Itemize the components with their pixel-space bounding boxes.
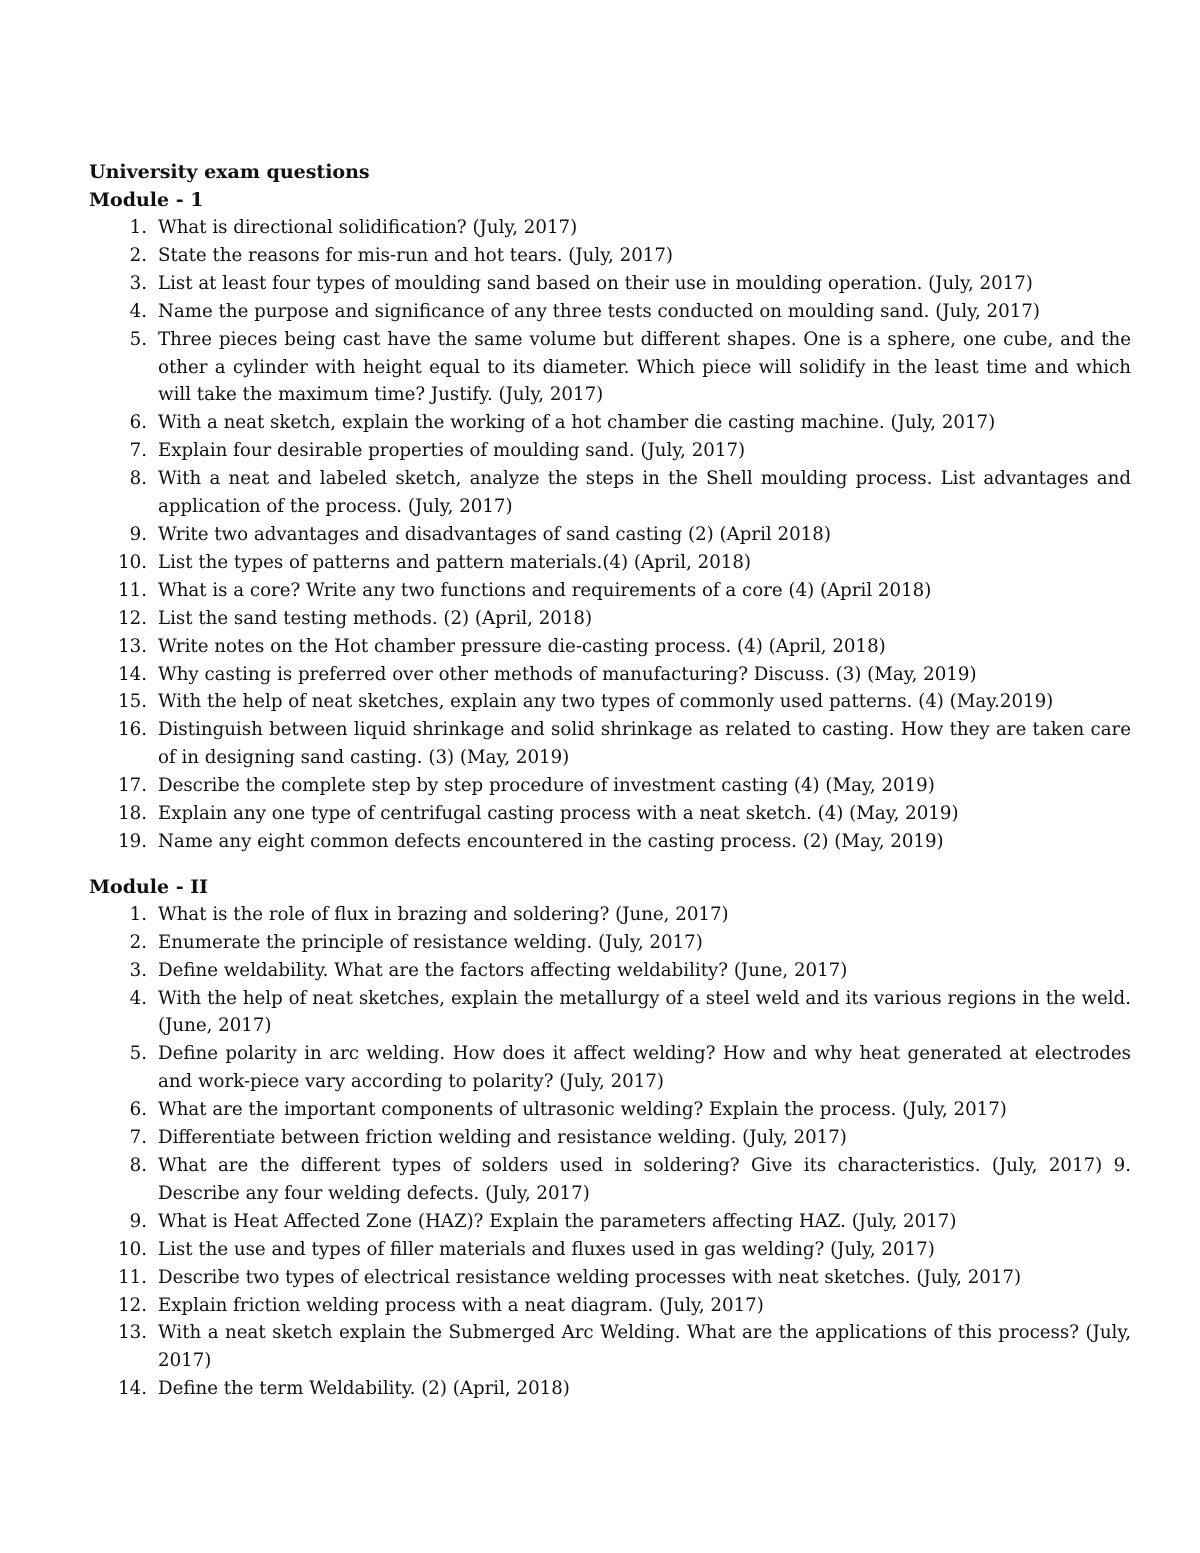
question-number: 12.: [118, 1294, 147, 1316]
question-number: 3.: [129, 272, 147, 294]
module-1-question-list: [89, 214, 1131, 856]
question-number: 11.: [118, 1266, 147, 1288]
question-item: [89, 1375, 1131, 1403]
question-item: [89, 298, 1131, 326]
question-number: 7.: [129, 1127, 147, 1149]
question-text: What is directional solidification? (July, 2017): [158, 217, 578, 238]
question-item: [89, 437, 1131, 465]
question-text: What are the different types of solders used in soldering? Give its characteristics. (July, 2017) 9. Describe any four welding defects. (July, 2017): [158, 1155, 1131, 1204]
question-number: 10.: [118, 551, 147, 573]
question-item: [89, 661, 1131, 689]
question-item: [89, 605, 1131, 633]
question-text: With a neat sketch explain the Submerged Arc Welding. What are the applications of this process? (July, 2017): [158, 1322, 1131, 1372]
question-item: [89, 1096, 1131, 1124]
question-text: Name the purpose and significance of any three tests conducted on moulding sand. (July, 2017): [158, 300, 1040, 322]
question-item: [89, 326, 1131, 410]
question-text: Name any eight common defects encountered in the casting process. (2) (May, 2019): [158, 830, 944, 852]
document-title: University exam questions: [89, 161, 370, 183]
question-number: 1.: [129, 903, 147, 925]
question-text: List the types of patterns and pattern materials.(4) (April, 2018): [158, 551, 752, 573]
question-number: 6.: [129, 1099, 147, 1121]
question-item: [89, 1208, 1131, 1236]
document-page: [89, 158, 1131, 1403]
question-item: [89, 270, 1131, 298]
question-text: Define the term Weldability. (2) (April, 2018): [158, 1378, 570, 1400]
question-number: 9.: [129, 1210, 147, 1232]
question-item: [89, 577, 1131, 605]
question-text: What is Heat Affected Zone (HAZ)? Explain the parameters affecting HAZ. (July, 2017): [158, 1210, 957, 1232]
question-item: [89, 1152, 1131, 1208]
module-2-heading: Module - II: [89, 875, 209, 898]
question-number: 3.: [129, 959, 147, 981]
question-item: [89, 1124, 1131, 1152]
question-number: 10.: [118, 1238, 147, 1260]
question-number: 8.: [129, 468, 147, 490]
question-text: What is the role of flux in brazing and soldering? (June, 2017): [158, 903, 729, 925]
question-text: What is a core? Write any two functions and requirements of a core (4) (April 2018): [158, 579, 932, 601]
question-item: [89, 521, 1131, 549]
question-item: [89, 828, 1131, 856]
question-text: Describe the complete step by step procedure of investment casting (4) (May, 2019): [158, 775, 935, 797]
question-text: With a neat sketch, explain the working of a hot chamber die casting machine. (July, 2017): [158, 412, 996, 434]
question-item: [89, 409, 1131, 437]
question-text: Why casting is preferred over other methods of manufacturing? Discuss. (3) (May, 2019): [158, 663, 977, 685]
module-2-question-list: [89, 901, 1131, 1403]
question-number: 14.: [118, 1378, 147, 1400]
question-number: 11.: [118, 579, 147, 601]
question-item: [89, 800, 1131, 828]
question-item: [89, 688, 1131, 716]
question-number: 9.: [129, 523, 147, 545]
question-number: 1.: [129, 217, 147, 238]
question-item: [89, 985, 1131, 1041]
question-item: [89, 465, 1131, 521]
question-item: [89, 772, 1131, 800]
question-item: [89, 1292, 1131, 1320]
question-text: Write two advantages and disadvantages of sand casting (2) (April 2018): [158, 523, 831, 545]
question-number: 15.: [118, 691, 147, 713]
question-item: [89, 1040, 1131, 1096]
question-number: 5.: [129, 1043, 147, 1065]
question-number: 13.: [118, 1322, 147, 1344]
question-number: 5.: [129, 328, 147, 350]
question-number: 2.: [129, 931, 147, 953]
question-text: List at least four types of moulding sand based on their use in moulding operation. (July, 2017): [158, 272, 1033, 294]
question-text: Differentiate between friction welding and resistance welding. (July, 2017): [158, 1127, 847, 1149]
question-number: 16.: [118, 719, 147, 741]
question-item: [89, 1264, 1131, 1292]
question-text: What are the important components of ultrasonic welding? Explain the process. (July, 2017): [158, 1099, 1007, 1121]
question-item: [89, 716, 1131, 772]
question-number: 6.: [129, 412, 147, 434]
question-number: 13.: [118, 635, 147, 657]
question-text: Write notes on the Hot chamber pressure die-casting process. (4) (April, 2018): [158, 635, 886, 657]
question-item: [89, 901, 1131, 929]
module-1-heading: Module - 1: [89, 189, 204, 211]
question-text: List the sand testing methods. (2) (April, 2018): [158, 607, 593, 629]
question-text: Explain four desirable properties of moulding sand. (July, 2017): [158, 440, 746, 462]
question-item: [89, 633, 1131, 661]
question-text: Define polarity in arc welding. How does it affect welding? How and why heat generated at electrodes and work-piece vary according to polarity? (July, 2017): [158, 1043, 1131, 1093]
question-text: List the use and types of filler materials and fluxes used in gas welding? (July, 2017): [158, 1238, 935, 1260]
question-text: Describe two types of electrical resistance welding processes with neat sketches. (July, 2017): [158, 1266, 1022, 1288]
question-item: [89, 1319, 1131, 1375]
question-item: [89, 957, 1131, 985]
question-number: 2.: [129, 244, 147, 266]
question-item: [89, 549, 1131, 577]
question-text: With the help of neat sketches, explain the metallurgy of a steel weld and its various regions in the weld. (June, 2017): [158, 987, 1131, 1037]
question-item: [89, 242, 1131, 270]
question-number: 18.: [118, 803, 147, 825]
question-number: 14.: [118, 663, 147, 685]
question-item: [89, 929, 1131, 957]
question-text: With a neat and labeled sketch, analyze the steps in the Shell moulding process. List advantages and application of the process. (July, 2017): [158, 468, 1131, 518]
question-number: 17.: [118, 775, 147, 797]
question-text: Enumerate the principle of resistance welding. (July, 2017): [158, 931, 703, 953]
question-text: Distinguish between liquid shrinkage and solid shrinkage as related to casting. How they are taken care of in designing sand casting. (3) (May, 2019): [158, 719, 1131, 769]
question-text: Explain friction welding process with a neat diagram. (July, 2017): [158, 1294, 764, 1316]
question-number: 4.: [129, 300, 147, 322]
question-text: State the reasons for mis-run and hot tears. (July, 2017): [158, 244, 674, 266]
question-number: 19.: [118, 830, 147, 852]
question-number: 12.: [118, 607, 147, 629]
question-number: 7.: [129, 440, 147, 462]
question-text: With the help of neat sketches, explain any two types of commonly used patterns. (4) (May.2019): [158, 691, 1054, 713]
question-number: 8.: [129, 1155, 147, 1176]
question-text: Explain any one type of centrifugal casting process with a neat sketch. (4) (May, 2019): [158, 803, 959, 825]
question-number: 4.: [129, 987, 147, 1009]
question-text: Three pieces being cast have the same volume but different shapes. One is a sphere, one cube, and the other a cylinder with height equal to its diameter. Which piece will solidify in the least time and which will take the maximum time? Justify. (July, 2017): [158, 328, 1131, 406]
question-item: [89, 1236, 1131, 1264]
question-item: [89, 214, 1131, 242]
question-text: Define weldability. What are the factors affecting weldability? (June, 2017): [158, 959, 848, 981]
